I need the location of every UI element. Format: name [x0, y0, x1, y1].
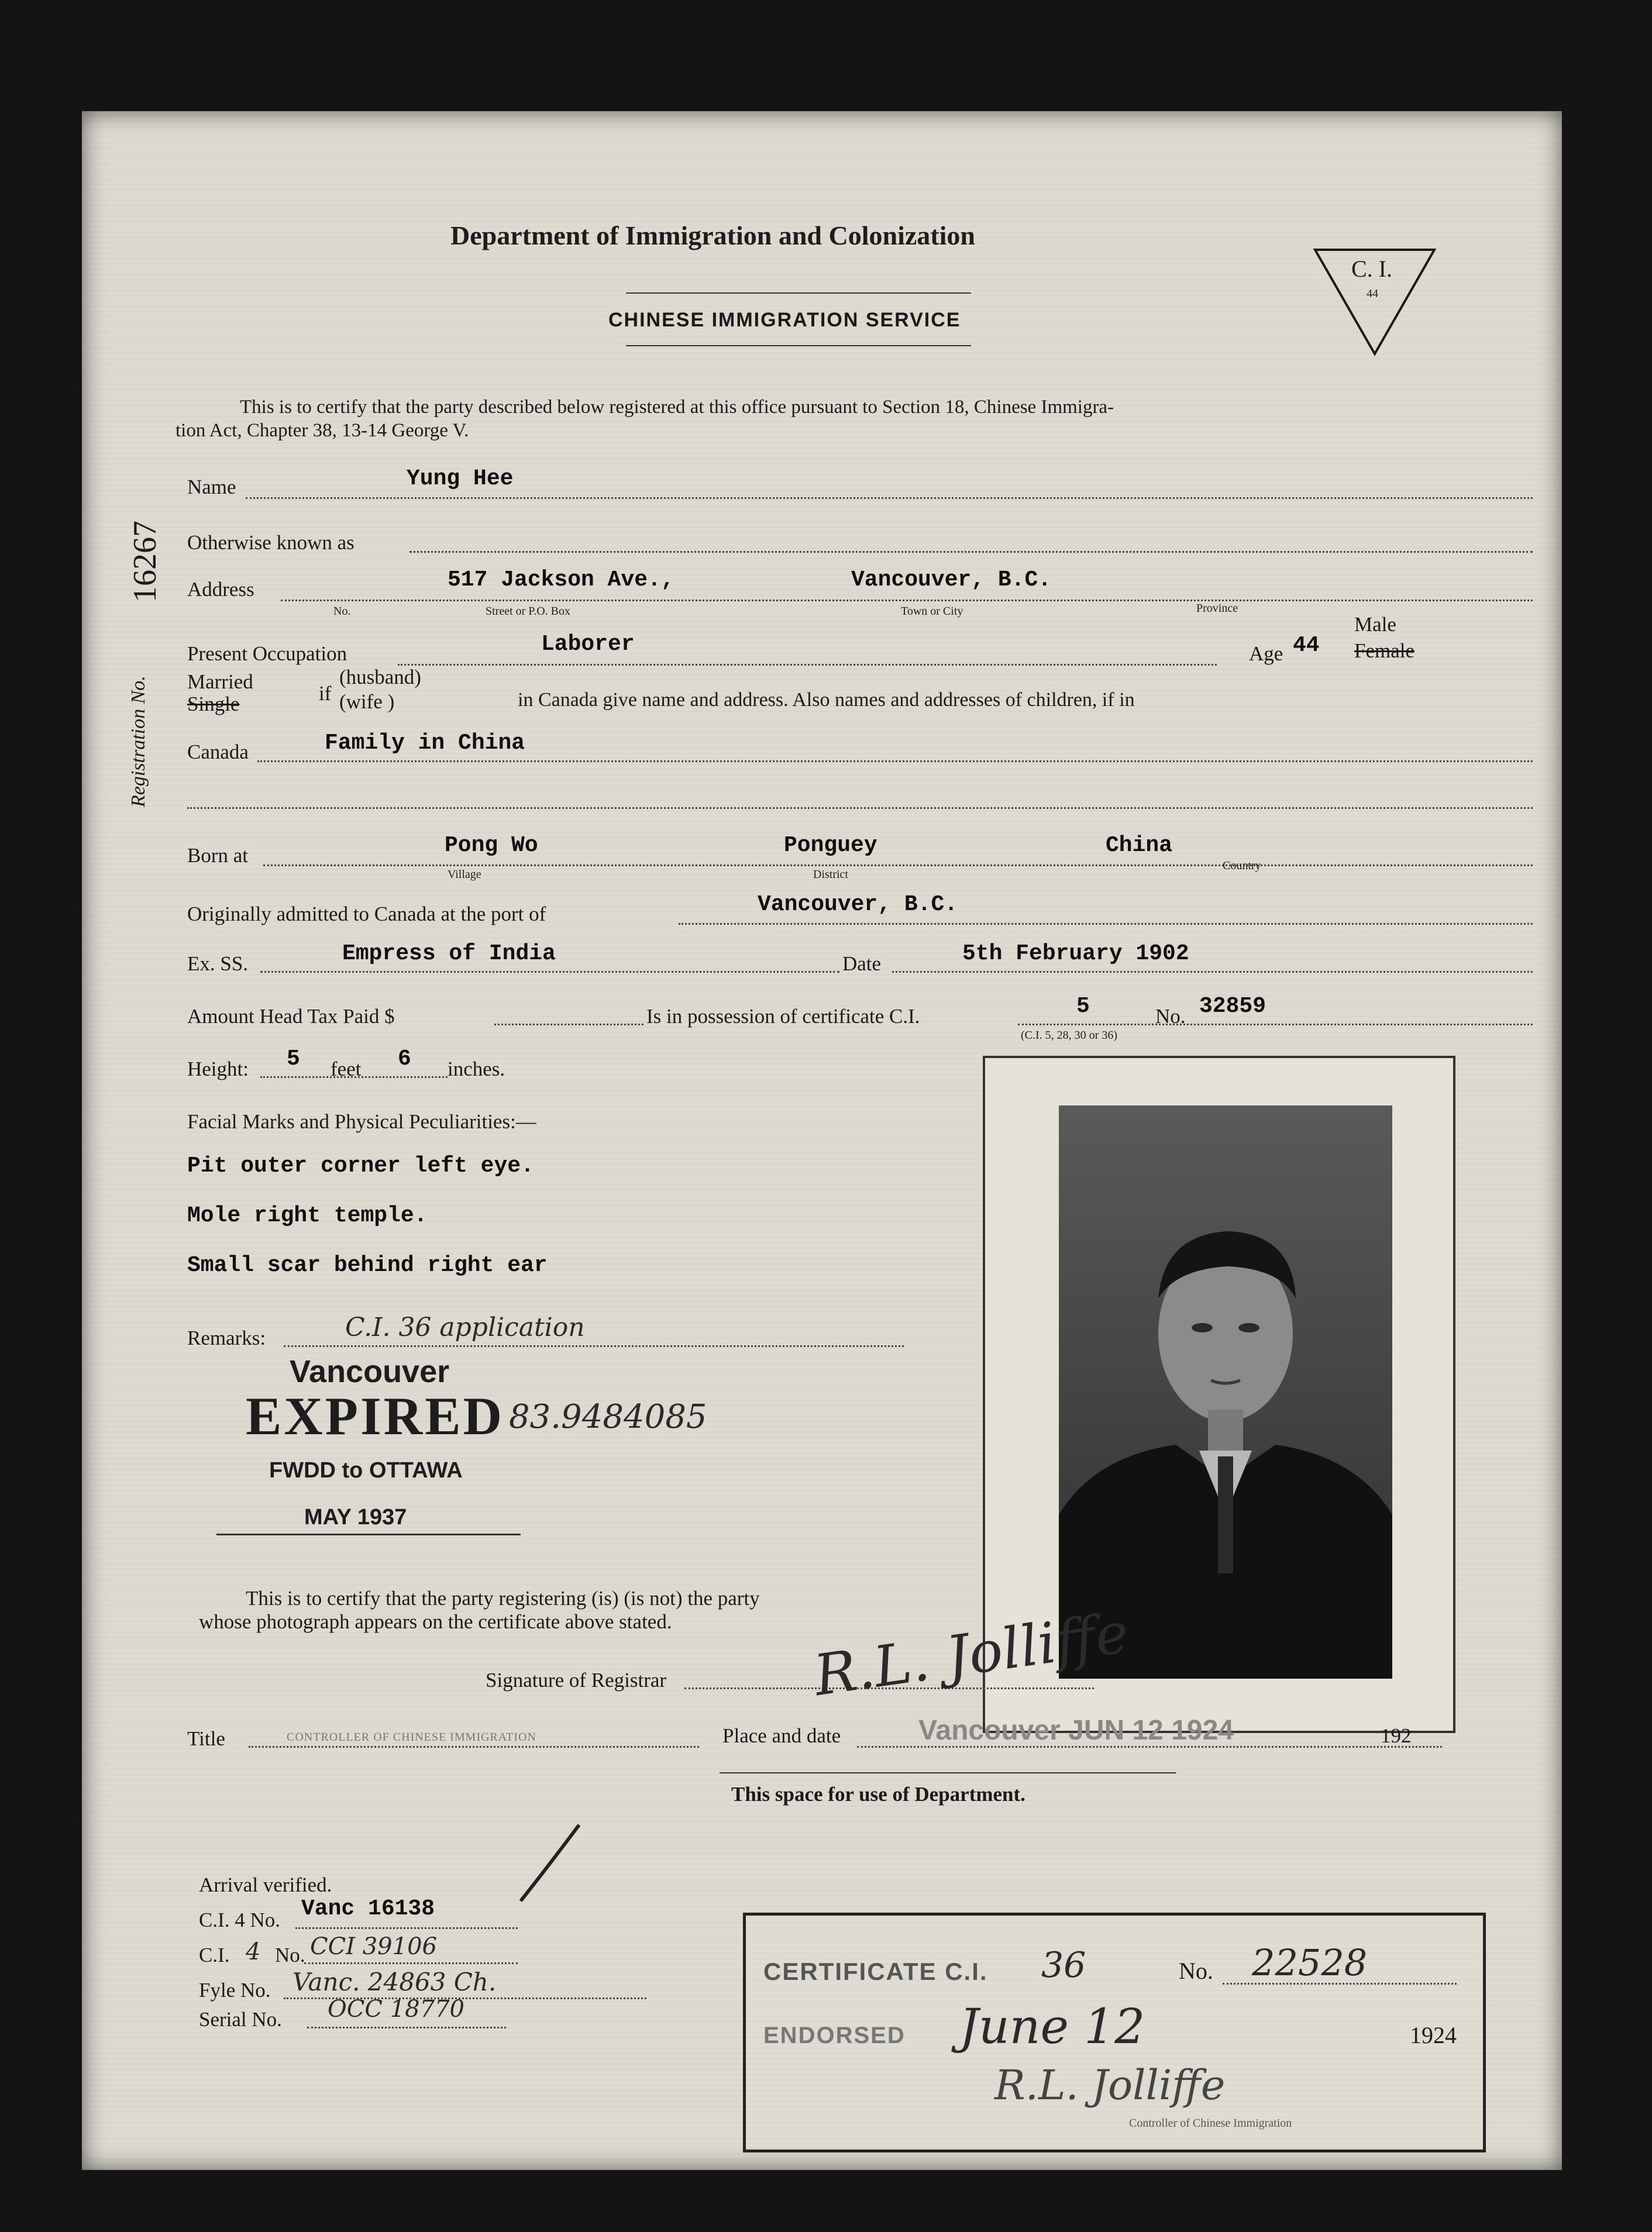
address-label: Address: [187, 578, 254, 601]
certificate-label: CERTIFICATE C.I.: [763, 1958, 988, 1985]
village-value: Pong Wo: [445, 833, 538, 858]
height-inches: 6: [398, 1046, 411, 1072]
head-tax-line: [494, 1024, 643, 1025]
ci4-label: C.I. 4 No.: [199, 1909, 281, 1931]
expired-stamp-date: MAY 1937: [304, 1505, 407, 1530]
ship-value: Empress of India: [342, 941, 556, 966]
certificate-date: June 12: [959, 1999, 1145, 2055]
canada-line: [257, 760, 1533, 762]
cert-no-label: No.: [1155, 1005, 1186, 1028]
otherwise-line: [409, 551, 1533, 553]
ci4-line: [295, 1927, 518, 1929]
feet-label: feet: [331, 1058, 362, 1080]
check-mark: [515, 1819, 585, 1907]
title-line: [249, 1746, 699, 1748]
ci-number: 4: [246, 1938, 261, 1965]
heading-rule-2: [626, 345, 971, 346]
certificate-year: 1924: [1410, 2022, 1457, 2048]
title-label: Title: [187, 1727, 225, 1750]
port-label: Originally admitted to Canada at the port of: [187, 903, 546, 925]
address-sub-street: Street or P.O. Box: [486, 605, 570, 618]
age-value: 44: [1293, 633, 1320, 658]
certificate-endorsed: ENDORSED: [763, 2023, 906, 2048]
certify-line-2: whose photograph appears on the certificate above stated.: [199, 1610, 672, 1633]
cert-label: Is in possession of certificate C.I.: [646, 1005, 920, 1028]
heading-rule: [626, 292, 971, 294]
mark-1: Pit outer corner left eye.: [187, 1153, 534, 1179]
city-value: Vancouver, B.C.: [851, 567, 1052, 593]
wife-label: (wife ): [339, 690, 395, 713]
certificate-signature: R.L. Jolliffe: [994, 2061, 1226, 2109]
mark-3: Small scar behind right ear: [187, 1253, 548, 1278]
port-value: Vancouver, B.C.: [758, 892, 958, 917]
applicant-portrait-svg: [1059, 1105, 1392, 1679]
place-stamp: Vancouver JUN 12 1924: [918, 1715, 1234, 1746]
certificate-document: [82, 111, 1562, 2170]
year-prefix: 192: [1381, 1724, 1412, 1747]
husband-label: (husband): [339, 666, 421, 688]
born-sub-country: Country: [1223, 859, 1261, 872]
certificate-caption: Controller of Chinese Immigration: [1129, 2117, 1292, 2130]
remarks-line: [284, 1345, 904, 1347]
if-label: if: [319, 682, 332, 705]
registration-number: 16267: [127, 521, 163, 602]
form-code: C. I.: [1351, 256, 1392, 282]
certificate-ci: 36: [1041, 1945, 1086, 1986]
name-label: Name: [187, 476, 236, 498]
name-line: [246, 497, 1533, 499]
service-heading: CHINESE IMMIGRATION SERVICE: [608, 309, 961, 331]
department-heading: Department of Immigration and Colonization: [450, 221, 975, 250]
date-value: 5th February 1902: [962, 941, 1189, 966]
port-line: [679, 923, 1533, 925]
intro-line-1: This is to certify that the party described below registered at this office pursuant to Section 18, Chinese Immigra-: [240, 397, 1114, 418]
serial-label: Serial No.: [199, 2008, 282, 2031]
canada-line-2: [187, 807, 1533, 809]
arrival-verified: Arrival verified.: [199, 1873, 332, 1896]
remarks-value: C.I. 36 application: [345, 1313, 585, 1342]
address-line: [281, 600, 1533, 601]
form-number: 44: [1367, 287, 1378, 300]
expired-stamp-rule: [216, 1534, 521, 1535]
applicant-photo: [1059, 1105, 1392, 1679]
height-feet: 5: [287, 1046, 300, 1072]
occupation-line: [398, 664, 1217, 666]
remarks-label: Remarks:: [187, 1327, 266, 1349]
serial-value: OCC 18770: [328, 1996, 464, 2023]
address-sub-province: Province: [1196, 602, 1238, 615]
mark-2: Mole right temple.: [187, 1203, 428, 1228]
inches-label: inches.: [448, 1058, 505, 1080]
certify-line-1: This is to certify that the party registering (is) (is not) the party: [246, 1587, 760, 1610]
date-label: Date: [842, 952, 882, 975]
occupation-value: Laborer: [541, 632, 635, 657]
otherwise-label: Otherwise known as: [187, 531, 355, 554]
sex-female: Female: [1354, 639, 1415, 662]
ship-label: Ex. SS.: [187, 952, 249, 975]
ci-value: CCI 39106: [310, 1933, 437, 1960]
date-line: [892, 971, 1533, 973]
canada-label: Canada: [187, 740, 249, 763]
family-value: Family in China: [325, 731, 525, 756]
name-value: Yung Hee: [407, 466, 514, 491]
occupation-label: Present Occupation: [187, 642, 347, 665]
expired-stamp-handwritten: 83.9484085: [509, 1398, 707, 1436]
registrar-signature: R.L. Jolliffe: [810, 1599, 1133, 1709]
marks-label: Facial Marks and Physical Peculiarities:—: [187, 1110, 536, 1133]
expired-stamp-word: EXPIRED: [246, 1386, 505, 1446]
ci-label: C.I.: [199, 1944, 230, 1966]
ci-line: [304, 1962, 518, 1964]
place-label: Place and date: [722, 1724, 841, 1747]
department-space-label: This space for use of Department.: [731, 1783, 1025, 1806]
head-tax-label: Amount Head Tax Paid $: [187, 1005, 395, 1028]
title-value: CONTROLLER OF CHINESE IMMIGRATION: [287, 1731, 536, 1744]
ship-line: [260, 971, 839, 973]
registration-label: Registration No.: [128, 676, 149, 807]
fyle-value: Vanc. 24863 Ch.: [292, 1968, 497, 1996]
born-line: [263, 864, 1533, 866]
cert-no-value: 32859: [1199, 994, 1266, 1019]
address-sub-town: Town or City: [901, 605, 963, 618]
certificate-no-label: No.: [1179, 1958, 1213, 1984]
born-label: Born at: [187, 844, 249, 867]
cert-line: [1018, 1024, 1533, 1025]
cert-ci-value: 5: [1076, 994, 1090, 1019]
intro-line-2: tion Act, Chapter 38, 13-14 George V.: [175, 420, 469, 441]
certificate-number: 22528: [1252, 1941, 1368, 1984]
sex-male: Male: [1354, 613, 1396, 636]
single-label: Single: [187, 693, 240, 715]
country-value: China: [1106, 833, 1173, 858]
address-sub-no: No.: [333, 605, 351, 618]
place-line: [857, 1746, 1442, 1748]
department-divider: [720, 1772, 1176, 1773]
serial-line: [307, 2027, 506, 2028]
district-value: Ponguey: [784, 833, 877, 858]
signature-label: Signature of Registrar: [486, 1669, 667, 1692]
born-sub-district: District: [813, 868, 848, 881]
expired-stamp-city: Vancouver: [290, 1354, 450, 1389]
height-label: Height:: [187, 1058, 249, 1080]
street-value: 517 Jackson Ave.,: [448, 567, 674, 593]
fyle-label: Fyle No.: [199, 1979, 271, 2002]
age-label: Age: [1249, 642, 1283, 665]
born-sub-village: Village: [448, 868, 481, 881]
expired-stamp-fwd: FWDD to OTTAWA: [269, 1458, 463, 1483]
cert-sub: (C.I. 5, 28, 30 or 36): [1021, 1029, 1117, 1042]
ci-no-label: No.: [275, 1944, 305, 1966]
married-label: Married: [187, 670, 253, 693]
ci4-value: Vanc 16138: [301, 1896, 435, 1921]
canada-text: in Canada give name and address. Also names and addresses of children, if in: [518, 689, 1135, 711]
